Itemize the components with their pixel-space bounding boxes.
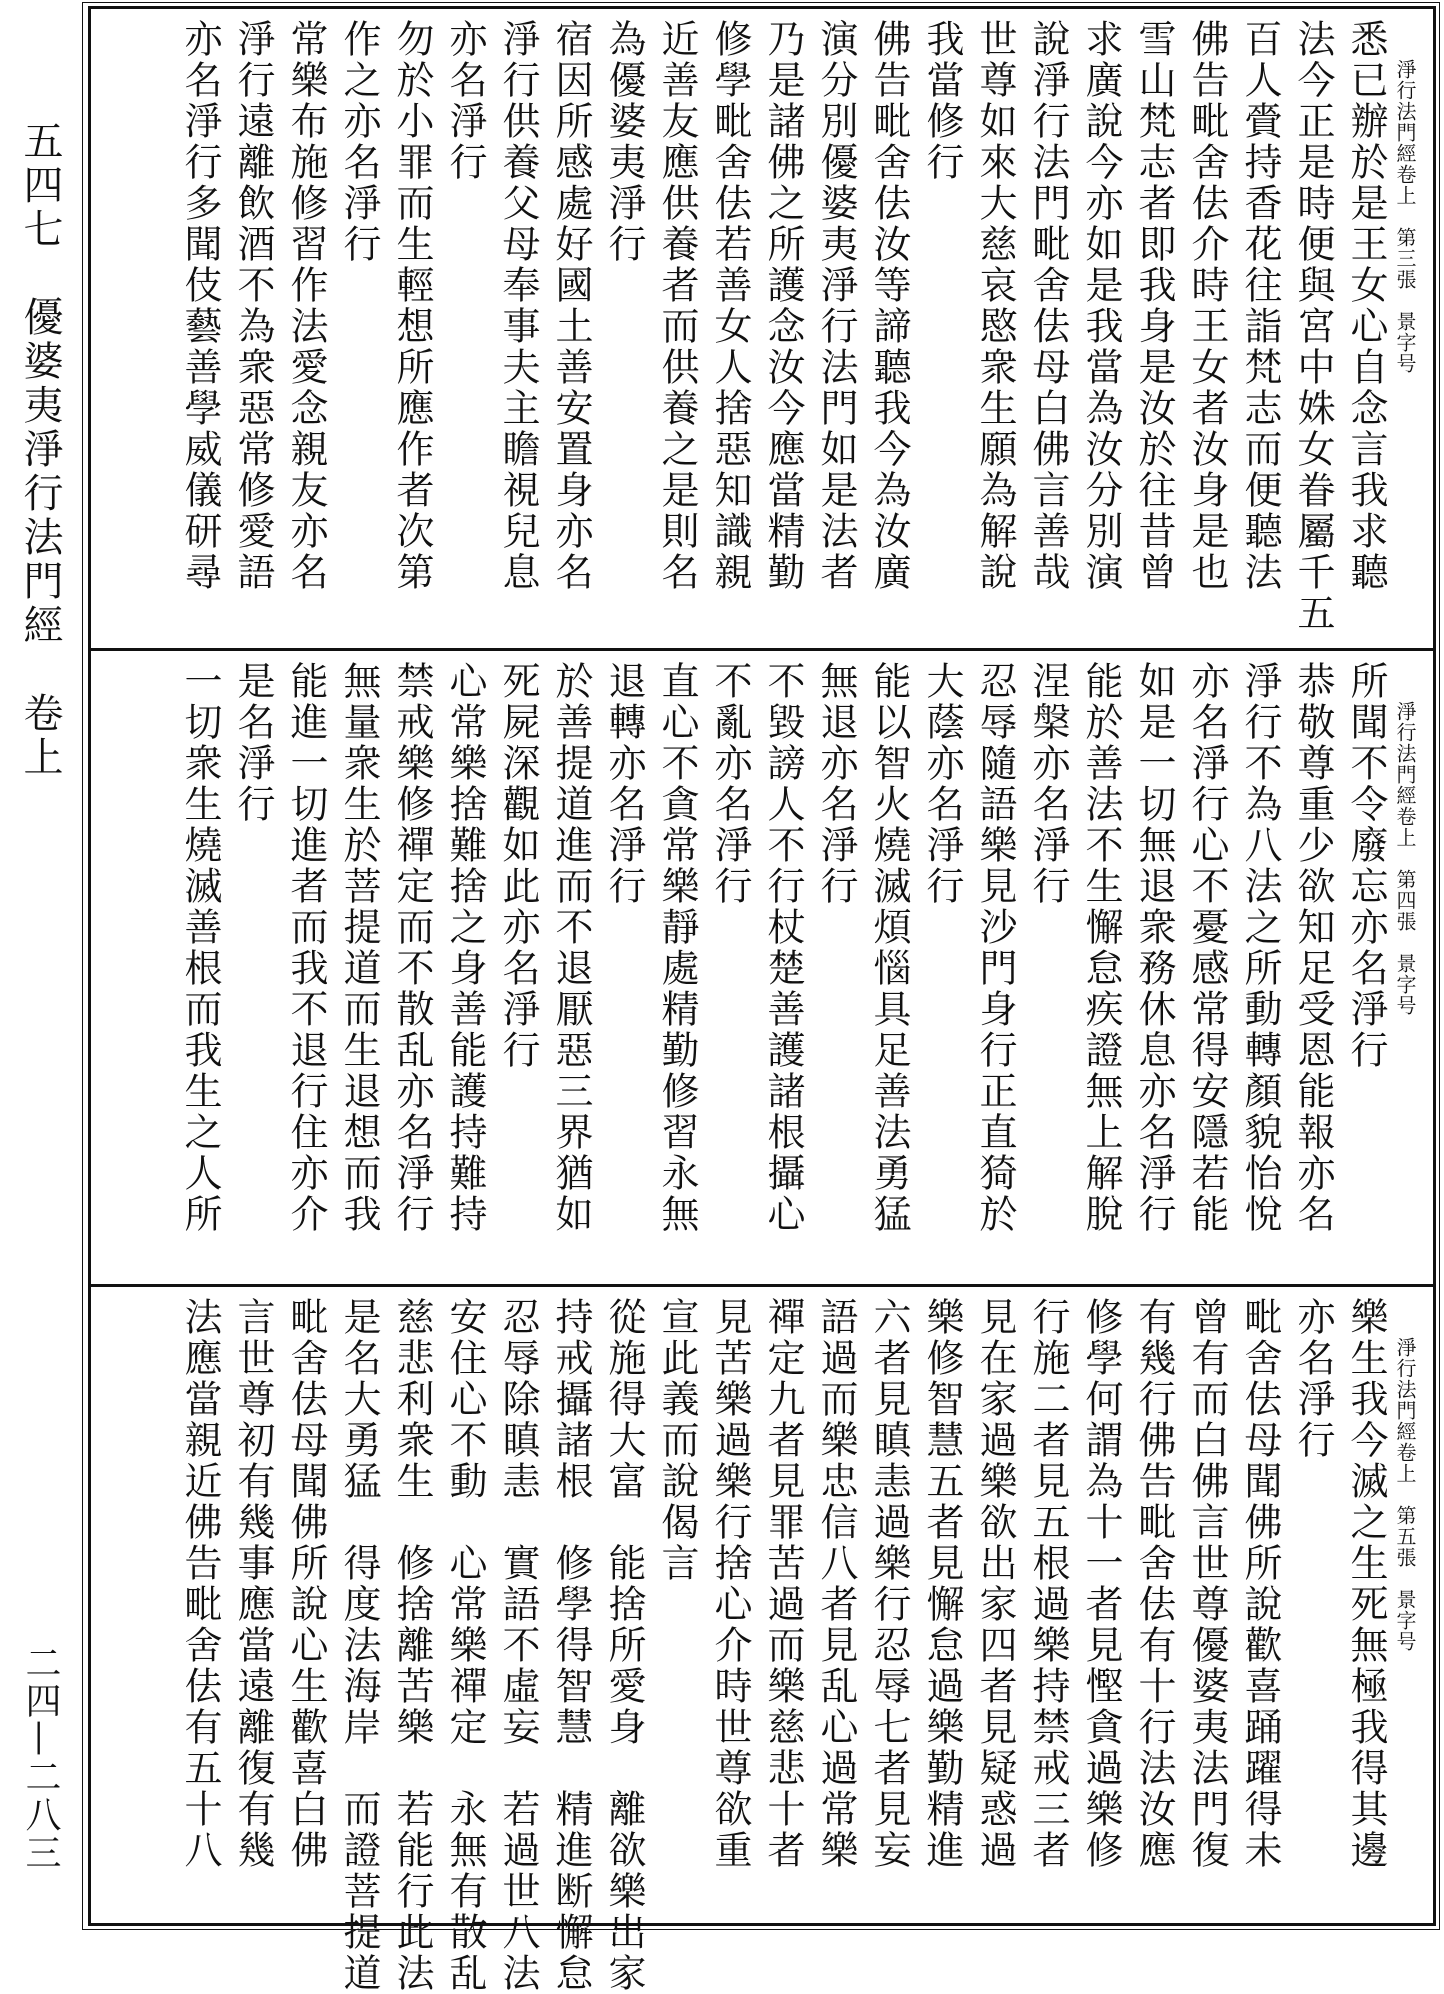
text-column: 作之亦名淨行 [337,19,381,265]
text-column: 世尊如來大慈哀愍衆生願為解說 [973,19,1017,593]
text-column: 悉已辦於是王女心自念言我求聽 [1344,19,1388,593]
text-column: 能於善法不生懈怠疾證無上解脫 [1079,661,1123,1235]
text-column: 行施二者見五根過樂持禁戒三者 [1026,1297,1070,1871]
text-column: 我當修行 [920,19,964,183]
text-column: 見在家過樂欲出家四者見疑惑過 [973,1297,1017,1871]
text-column: 毗舍佉母聞佛所說心生歡喜白佛 [284,1297,328,1871]
text-column: 持戒攝諸根 修學得智慧 精進断懈怠 [549,1297,593,1994]
text-column: 於善提道進而不退厭惡三界猶如 [549,661,593,1235]
text-column: 修學何謂為十一者見慳貪過樂修 [1079,1297,1123,1871]
text-column: 百人賫持香花往詣梵志而便聽法 [1238,19,1282,593]
text-column: 佛告毗舍佉介時王女者汝身是也 [1185,19,1229,593]
text-column: 乃是諸佛之所護念汝今應當精勤 [761,19,805,593]
text-column: 亦名淨行 [443,19,487,183]
text-column: 大蔭亦名淨行 [920,661,964,907]
text-column: 近善友應供養者而供養之是則名 [655,19,699,593]
text-column: 如是一切無退衆務休息亦名淨行 [1132,661,1176,1235]
text-column: 所聞不令廢忘亦名淨行 [1344,661,1388,1071]
text-column: 六者見瞋恚過樂行忍辱七者見妄 [867,1297,911,1871]
text-column: 見苦樂過樂行捨心介時世尊欲重 [708,1297,752,1871]
text-column: 一切衆生燒滅善根而我生之人所 [178,661,222,1235]
text-column: 毗舍佉母聞佛所說歡喜踊躍得未 [1238,1297,1282,1871]
text-column: 說淨行法門毗舍佉母白佛言善哉 [1026,19,1070,593]
page-header: 淨行法門經卷上 第三張 景字号 [1393,59,1417,374]
left-margin [0,120,80,1872]
text-column: 淨行遠離飲酒不為衆惡常修愛語 [231,19,275,593]
text-column: 淨行供養父母奉事夫主瞻視兒息 [496,19,540,593]
text-column: 是名淨行 [231,661,275,825]
text-column: 言世尊初有幾事應當遠離復有幾 [231,1297,275,1871]
text-column: 能以智火燒滅煩惱具足善法勇猛 [867,661,911,1235]
text-column: 忍辱除瞋恚 實語不虛妄 若過世八法 [496,1297,540,1994]
text-column: 法應當親近佛告毗舍佉有五十八 [178,1297,222,1871]
page-header: 淨行法門經卷上 第四張 景字号 [1393,701,1417,1016]
text-panel [91,651,1433,1287]
text-column: 是名大勇猛 得度法海岸 而證菩提道 [337,1297,381,1994]
text-column: 亦名淨行心不憂感常得安隱若能 [1185,661,1229,1235]
text-column: 常樂布施修習作法愛念親友亦名 [284,19,328,593]
text-column: 演分別優婆夷淨行法門如是法者 [814,19,858,593]
text-column: 求廣說今亦如是我當為汝分別演 [1079,19,1123,593]
text-column: 佛告毗舍佉汝等諦聽我今為汝廣 [867,19,911,593]
text-panel [91,9,1433,651]
page-header: 淨行法門經卷上 第五張 景字号 [1393,1337,1417,1652]
text-column: 雪山梵志者即我身是汝於往昔曾 [1132,19,1176,593]
text-column: 有幾行佛告毗舍佉有十行法汝應 [1132,1297,1176,1871]
text-column: 勿於小罪而生輕想所應作者次第 [390,19,434,593]
text-column: 忍辱隨語樂見沙門身行正直猗於 [973,661,1017,1235]
text-column: 慈悲利衆生 修捨離苦樂 若能行此法 [390,1297,434,1994]
text-column: 恭敬尊重少欲知足受恩能報亦名 [1291,661,1335,1235]
text-column: 亦名淨行多聞伎藝善學威儀研尋 [178,19,222,593]
text-column: 樂生我今滅之生死無極我得其邊 [1344,1297,1388,1871]
text-column: 涅槃亦名淨行 [1026,661,1070,907]
text-column: 淨行不為八法之所動轉顏貌怡悅 [1238,661,1282,1235]
text-column: 語過而樂忠信八者見乱心過常樂 [814,1297,858,1871]
text-column: 能進一切進者而我不退行住亦介 [284,661,328,1235]
text-column: 安住心不動 心常樂禪定 永無有散乱 [443,1297,487,1994]
text-column: 法今正是時便與宮中姝女眷屬千五 [1291,19,1335,634]
margin-title: 五四七 優婆夷淨行法門經 卷上 [17,120,63,780]
text-column: 樂修智慧五者見懈怠過樂勤精進 [920,1297,964,1871]
text-column: 不毀謗人不行杖楚善護諸根攝心 [761,661,805,1235]
text-column: 退轉亦名淨行 [602,661,646,907]
text-column: 心常樂捨難捨之身善能護持難持 [443,661,487,1235]
text-column: 修學毗舍佉若善女人捨惡知識親 [708,19,752,593]
text-column: 亦名淨行 [1291,1297,1335,1461]
text-column: 無量衆生於菩提道而生退想而我 [337,661,381,1235]
text-column: 直心不貪常樂靜處精勤修習永無 [655,661,699,1235]
text-column: 曾有而白佛言世尊優婆夷法門復 [1185,1297,1229,1871]
text-column: 宿因所感處好國土善安置身亦名 [549,19,593,593]
text-column: 無退亦名淨行 [814,661,858,907]
text-column: 禁戒樂修禪定而不散乱亦名淨行 [390,661,434,1235]
text-panel [91,1287,1433,1994]
page-frame [88,6,1436,1994]
margin-page-number: 二四—二八三 [20,1644,61,1872]
text-column: 為優婆夷淨行 [602,19,646,265]
text-column: 宣此義而說偈言 [655,1297,699,1584]
text-column: 禪定九者見罪苦過而樂慈悲十者 [761,1297,805,1871]
text-column: 死屍深觀如此亦名淨行 [496,661,540,1071]
text-column: 從施得大富 能捨所愛身 離欲樂出家 [602,1297,646,1994]
text-column: 不亂亦名淨行 [708,661,752,907]
